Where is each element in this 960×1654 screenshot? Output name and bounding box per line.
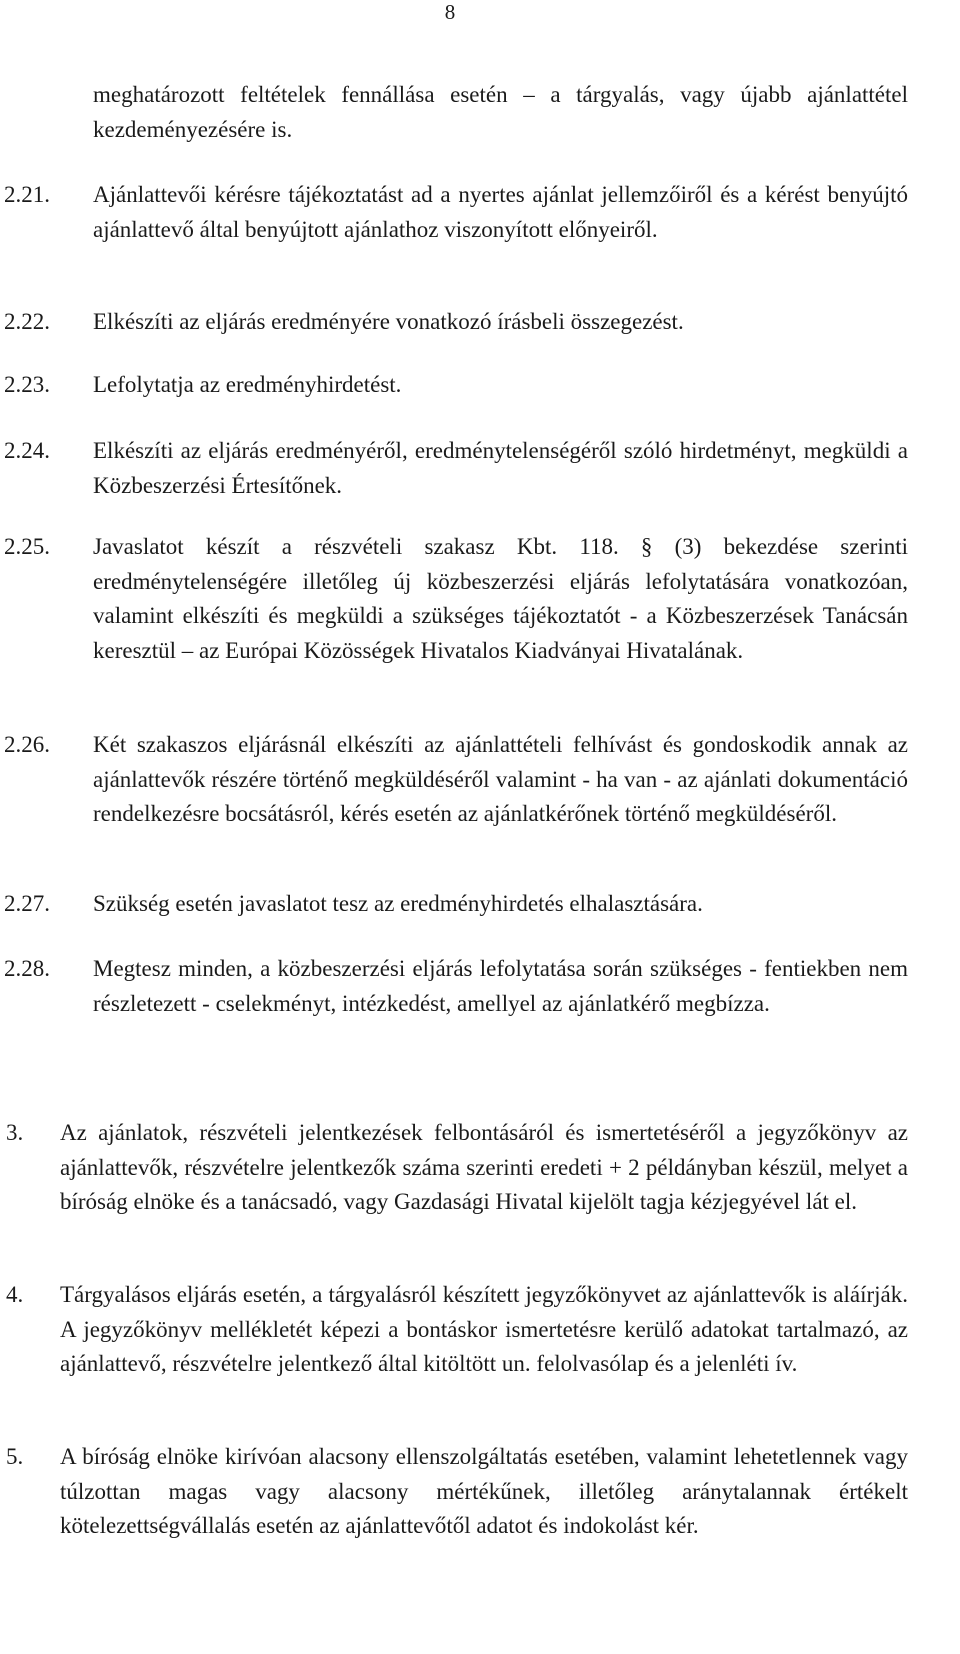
item-text: Elkészíti az eljárás eredményére vonatkozó írásbeli összegezést. [93, 309, 684, 334]
item-number: 2.22. [4, 309, 50, 334]
section-number: 5. [6, 1444, 24, 1469]
section-text: Az ajánlatok, részvételi jelentkezések felbontásáról és ismertetéséről a jegyzőkönyv az ajánlattevők, részvételre jelentkezők száma szerinti eredeti + 2 példányban készül, melyet a bíróság elnöke és a tanácsadó, vagy Gazdasági Hivatal kijelölt tagja kézjegyével lát el. [60, 1120, 908, 1214]
item-number: 2.26. [4, 732, 50, 757]
item-number: 2.28. [4, 956, 50, 981]
item-number: 2.24. [4, 438, 50, 463]
section-number: 3. [6, 1120, 24, 1145]
item-number: 2.27. [4, 891, 50, 916]
item-text: Javaslatot készít a részvételi szakasz Kbt. 118. § (3) bekezdése szerinti eredménytelenségére illetőleg új közbeszerzési eljárás lefolytatására vonatkozóan, valamint elkészíti és megküldi a szükséges tájékoztatót - a Közbeszerzések Tanácsán keresztül – az Európai Közösségek Hivatalos Kiadványai Hivatalának. [93, 534, 908, 663]
section-text: Tárgyalásos eljárás esetén, a tárgyalásról készített jegyzőkönyvet az ajánlattevők is aláírják. A jegyzőkönyv mellékletét képezi a bontáskor ismertetésre kerülő adatokat tartalmazó, az ajánlattevő, részvételre jelentkező által kitöltött un. felolvasólap és a jelenléti ív. [60, 1282, 908, 1376]
item-text: Lefolytatja az eredményhirdetést. [93, 372, 402, 397]
item-number: 2.21. [4, 182, 50, 207]
item-text: Szükség esetén javaslatot tesz az eredményhirdetés elhalasztására. [93, 891, 703, 916]
section-number: 4. [6, 1282, 24, 1307]
item-text: Két szakaszos eljárásnál elkészíti az ajánlattételi felhívást és gondoskodik annak az ajánlattevők részére történő megküldéséről valamint - ha van - az ajánlati dokumentáció rendelkezésre bocsátásról, kérés esetén az ajánlatkérőnek történő megküldéséről. [93, 732, 908, 826]
item-number: 2.23. [4, 372, 50, 397]
item-text: Ajánlattevői kérésre tájékoztatást ad a nyertes ajánlat jellemzőiről és a kérést benyújtó ajánlattevő által benyújtott ajánlathoz viszonyított előnyeiről. [93, 182, 908, 242]
intro-paragraph: meghatározott feltételek fennállása esetén – a tárgyalás, vagy újabb ajánlattétel kezdeményezésére is. [93, 82, 908, 142]
section-text: A bíróság elnöke kirívóan alacsony ellenszolgáltatás esetében, valamint lehetetlennek vagy túlzottan magas vagy alacsony mértékűnek, illetőleg aránytalannak értékelt kötelezettségvállalás esetén az ajánlattevőtől adatot és indokolást kér. [60, 1444, 908, 1538]
item-text: Megtesz minden, a közbeszerzési eljárás lefolytatása során szükséges - fentiekben nem részletezett - cselekményt, intézkedést, amellyel az ajánlatkérő megbízza. [93, 956, 908, 1016]
page-number: 8 [444, 0, 456, 24]
item-number: 2.25. [4, 534, 50, 559]
item-text: Elkészíti az eljárás eredményéről, eredménytelenségéről szóló hirdetményt, megküldi a Közbeszerzési Értesítőnek. [93, 438, 908, 498]
